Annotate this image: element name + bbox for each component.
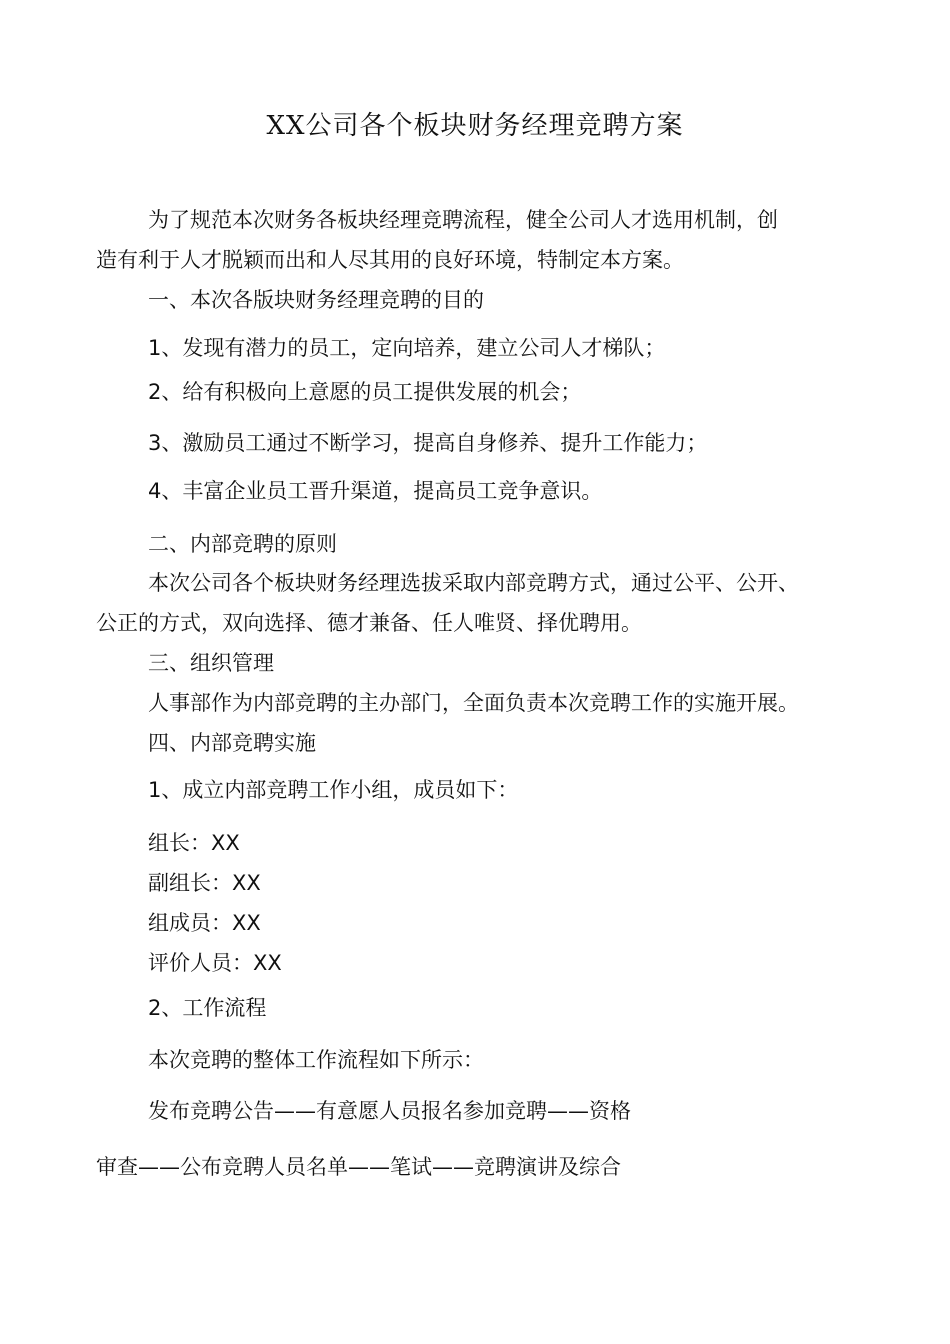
section-1-item-1: 1、发现有潜力的员工，定向培养，建立公司人才梯队； (148, 336, 666, 360)
member-team: 组成员：XX (148, 911, 261, 935)
section-4-heading: 四、内部竞聘实施 (148, 731, 316, 755)
section-1-heading: 一、本次各版块财务经理竞聘的目的 (148, 288, 484, 312)
intro-line-2: 造有利于人才脱颖而出和人尽其用的良好环境，特制定本方案。 (96, 248, 684, 272)
section-2-heading: 二、内部竞聘的原则 (148, 532, 337, 556)
member-deputy-leader: 副组长：XX (148, 871, 261, 895)
section-2-line-2: 公正的方式，双向选择、德才兼备、任人唯贤、择优聘用。 (96, 611, 642, 635)
section-3-text: 人事部作为内部竞聘的主办部门，全面负责本次竞聘工作的实施开展。 (148, 691, 799, 715)
section-2-line-1: 本次公司各个板块财务经理选拔采取内部竞聘方式，通过公平、公开、 (148, 571, 799, 595)
section-3-heading: 三、组织管理 (148, 651, 274, 675)
member-evaluators: 评价人员：XX (148, 951, 282, 975)
member-leader: 组长：XX (148, 831, 240, 855)
section-4-sub-2: 2、工作流程 (148, 996, 267, 1020)
intro-line-1: 为了规范本次财务各板块经理竞聘流程，健全公司人才选用机制，创 (148, 208, 778, 232)
section-1-item-4: 4、丰富企业员工晋升渠道，提高员工竞争意识。 (148, 479, 603, 503)
flow-line-1: 发布竞聘公告——有意愿人员报名参加竞聘——资格 (148, 1099, 631, 1123)
flow-line-2: 审查——公布竞聘人员名单——笔试——竞聘演讲及综合 (96, 1155, 621, 1179)
section-4-sub-1: 1、成立内部竞聘工作小组，成员如下： (148, 778, 519, 802)
section-1-item-3: 3、激励员工通过不断学习，提高自身修养、提升工作能力； (148, 431, 708, 455)
flow-intro: 本次竞聘的整体工作流程如下所示： (148, 1048, 484, 1072)
section-1-item-2: 2、给有积极向上意愿的员工提供发展的机会； (148, 380, 582, 404)
document-title: XX公司各个板块财务经理竞聘方案 (266, 111, 684, 141)
